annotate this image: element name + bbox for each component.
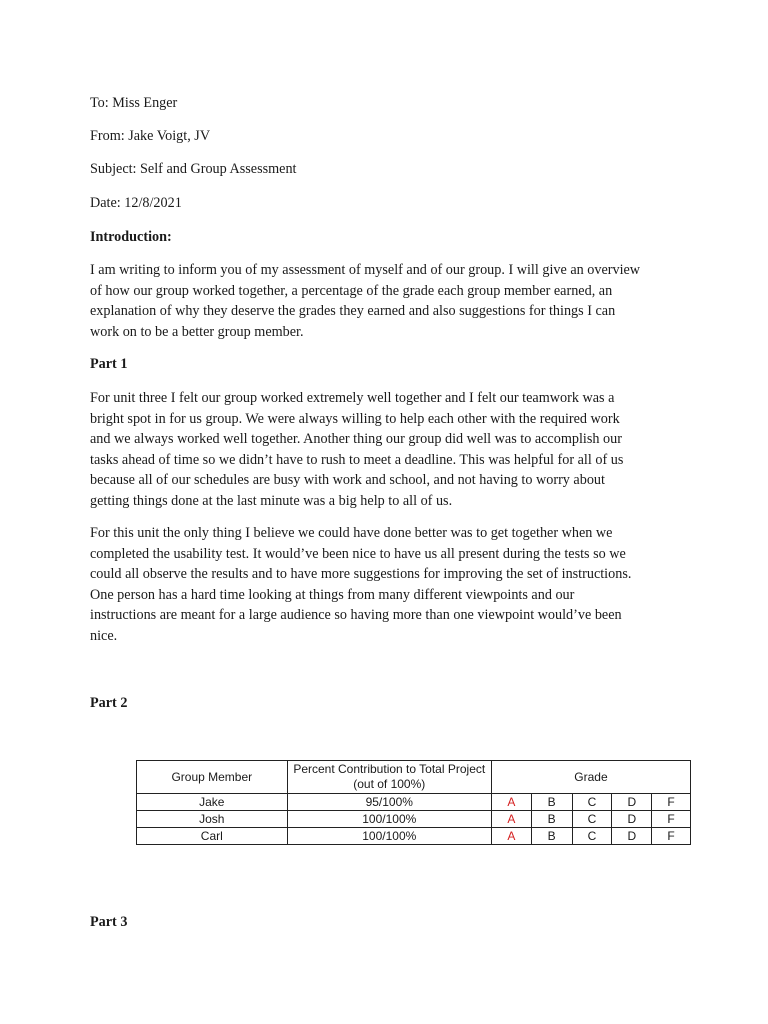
percent-contribution-cell: 100/100% [287, 811, 491, 828]
member-name-cell: Jake [137, 794, 288, 811]
text-line: getting things done at the last minute was a big help to all of us. [90, 492, 453, 509]
part1-heading: Part 1 [90, 356, 128, 372]
table-row [137, 811, 691, 828]
grade-option-a: A [491, 828, 531, 845]
text-line: instructions are meant for a large audience so having more than one viewpoint would’ve been [90, 607, 622, 624]
percent-contribution-cell: 100/100% [287, 828, 491, 845]
column-header-grade: Grade [491, 761, 690, 794]
text-line: bright spot in for us group. We were always willing to help each other with the required work [90, 410, 620, 427]
grade-option-b: B [531, 811, 572, 828]
grade-option-b: B [531, 828, 572, 845]
table-row [137, 828, 691, 845]
grade-option-d: D [612, 794, 652, 811]
part3-heading: Part 3 [90, 914, 128, 930]
text-line: because all of our schedules are busy with work and school, and not having to worry about [90, 472, 605, 489]
part1-paragraph-2 [90, 523, 690, 647]
grade-option-f: F [652, 794, 691, 811]
table-row [137, 794, 691, 811]
part2-heading: Part 2 [90, 695, 128, 711]
text-line: One person has a hard time looking at things from many different viewpoints and our [90, 586, 575, 603]
text-line: I am writing to inform you of my assessment of myself and of our group. I will give an overview [90, 262, 641, 278]
grade-option-c: C [572, 811, 612, 828]
introduction-paragraph [90, 260, 690, 342]
text-line: of how our group worked together, a percentage of the grade each group member earned, an [90, 282, 613, 299]
column-header-group-member: Group Member [137, 761, 288, 794]
memo-from: From: Jake Voigt, JV [90, 128, 211, 144]
grade-option-f: F [652, 811, 691, 828]
text-line: For this unit the only thing I believe we could have done better was to get together when we [90, 525, 613, 541]
grade-table [136, 760, 691, 845]
memo-date: Date: 12/8/2021 [90, 195, 182, 211]
text-line: work on to be a better group member. [90, 323, 304, 340]
table-header-row [137, 761, 691, 794]
text-line: and we always worked well together. Another thing our group did well was to accomplish our [90, 431, 622, 448]
memo-subject: Subject: Self and Group Assessment [90, 161, 297, 177]
grade-option-d: D [612, 828, 652, 845]
text-line: tasks ahead of time so we didn’t have to rush to meet a deadline. This was helpful for all of us [90, 451, 624, 468]
introduction-heading: Introduction: [90, 229, 172, 245]
column-header-percent-contribution: Percent Contribution to Total Project (out of 100%) [287, 761, 491, 794]
text-line: For unit three I felt our group worked extremely well together and I felt our teamwork was a [90, 390, 615, 406]
text-line: explanation of why they deserve the grades they earned and also suggestions for things I can [90, 303, 616, 320]
text-line: nice. [90, 627, 118, 644]
grade-option-f: F [652, 828, 691, 845]
grade-option-d: D [612, 811, 652, 828]
part1-paragraph-1 [90, 388, 690, 512]
member-name-cell: Josh [137, 811, 288, 828]
grade-option-a: A [491, 811, 531, 828]
grade-option-a: A [491, 794, 531, 811]
memo-to: To: Miss Enger [90, 95, 178, 111]
percent-contribution-cell: 95/100% [287, 794, 491, 811]
grade-option-c: C [572, 794, 612, 811]
grade-option-b: B [531, 794, 572, 811]
text-line: completed the usability test. It would’ve been nice to have us all present during the tests so we [90, 545, 626, 562]
member-name-cell: Carl [137, 828, 288, 845]
grade-option-c: C [572, 828, 612, 845]
text-line: could all observe the results and to have more suggestions for improving the set of instructions. [90, 566, 632, 583]
